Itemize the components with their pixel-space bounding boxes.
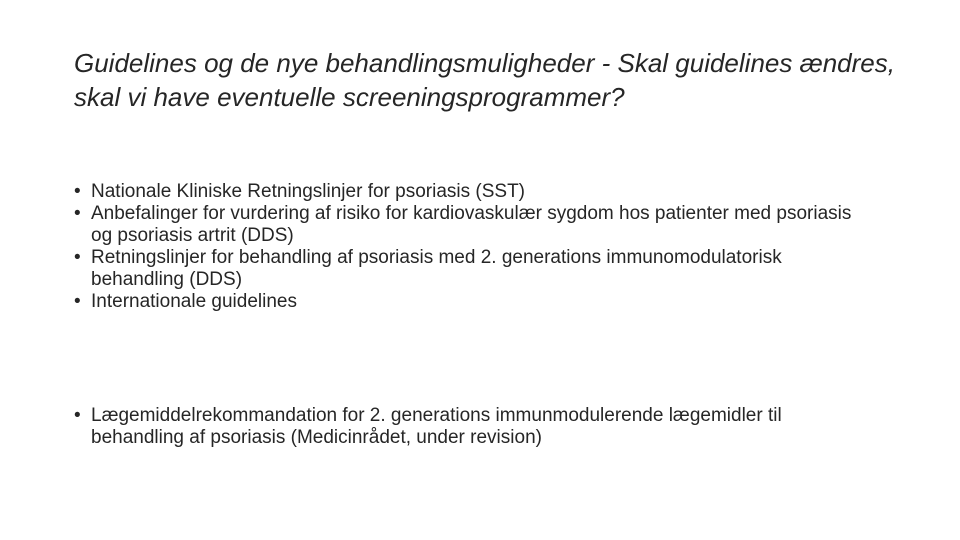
list-item: • Lægemiddelrekommandation for 2. generations immunmodulerende lægemidler til behandling af psoriasis (Medicinrådet, under revision) [74, 405, 874, 449]
recommendation-list [74, 405, 874, 449]
slide-title: Guidelines og de nye behandlingsmuligheder - Skal guidelines ændres, skal vi have eventuelle screeningsprogrammer? [74, 48, 895, 112]
list-item: • Nationale Kliniske Retningslinjer for psoriasis (SST) [74, 181, 874, 203]
list-item: • Internationale guidelines [74, 291, 874, 313]
guideline-list [74, 181, 874, 313]
list-item: • Anbefalinger for vurdering af risiko for kardiovaskulær sygdom hos patienter med psoriasis og psoriasis artrit (DDS) [74, 203, 874, 247]
list-item: • Retningslinjer for behandling af psoriasis med 2. generations immunomodulatorisk behandling (DDS) [74, 247, 874, 291]
